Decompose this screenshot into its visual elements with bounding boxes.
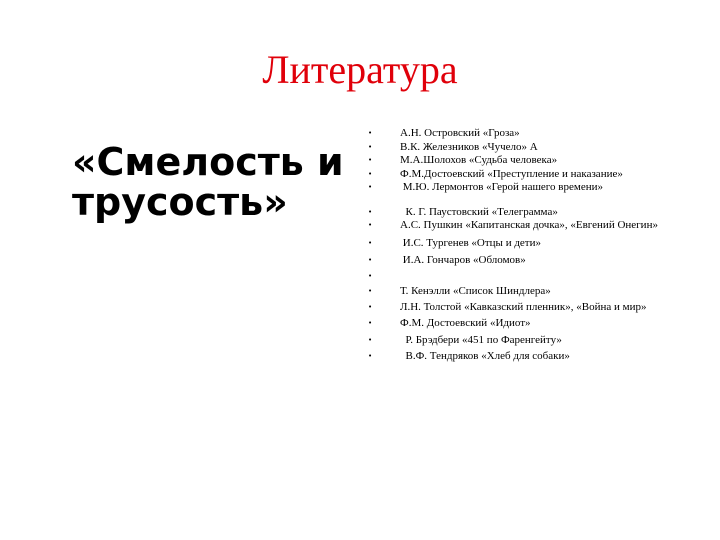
- list-item-text: И.А. Гончаров «Обломов»: [400, 254, 526, 266]
- list-item: [368, 237, 668, 251]
- list-item: [368, 141, 668, 155]
- bullet-icon: •: [368, 238, 373, 247]
- list-item-text: В.Ф. Тендряков «Хлеб для собаки»: [400, 350, 570, 362]
- slide-subtitle: [72, 142, 362, 222]
- bullet-icon: •: [368, 271, 373, 280]
- bullet-icon: •: [368, 142, 373, 151]
- list-item: [368, 317, 668, 331]
- list-item: [368, 154, 668, 168]
- bullet-icon: •: [368, 207, 373, 216]
- subtitle-line-2: трусость»: [72, 180, 288, 224]
- list-item-text: Ф.М.Достоевский «Преступление и наказание»: [400, 167, 623, 180]
- list-item-text: Л.Н. Толстой «Кавказский пленник», «Война и мир»: [400, 300, 647, 313]
- list-item-text: М.А.Шолохов «Судьба человека»: [400, 154, 558, 166]
- list-item-text: М.Ю. Лермонтов «Герой нашего времени»: [400, 181, 603, 193]
- list-item-text: А.С. Пушкин «Капитанская дочка», «Евгений Онегин»: [400, 219, 658, 231]
- bullet-icon: •: [368, 221, 373, 229]
- list-item-text: В.К. Железников «Чучело» А: [400, 140, 538, 153]
- list-item-text: К. Г. Паустовский «Телеграмма»: [400, 205, 558, 218]
- list-item: [368, 206, 668, 220]
- bullet-icon: •: [368, 256, 373, 264]
- bullet-icon: •: [368, 302, 373, 311]
- list-item: [368, 181, 668, 195]
- list-item: [368, 219, 668, 233]
- bullet-icon: •: [368, 129, 373, 137]
- bullet-icon: •: [368, 287, 373, 295]
- bullet-icon: •: [368, 335, 373, 344]
- bullet-icon: •: [368, 352, 373, 360]
- list-item: [368, 301, 668, 315]
- subtitle-line-1: «Смелость и: [72, 140, 344, 184]
- list-item: [368, 270, 668, 284]
- list-item: [368, 334, 668, 348]
- list-item-text: Р. Брэдбери «451 по Фаренгейту»: [400, 333, 562, 346]
- bullet-icon: •: [368, 319, 373, 327]
- list-item-text: И.С. Тургенев «Отцы и дети»: [400, 236, 542, 249]
- literature-list: [368, 127, 668, 364]
- bullet-icon: •: [368, 156, 373, 164]
- list-item: [368, 285, 668, 299]
- list-item-text: Ф.М. Достоевский «Идиот»: [400, 317, 531, 329]
- list-item-text: Т. Кенэлли «Список Шиндлера»: [400, 285, 551, 297]
- bullet-icon: •: [368, 169, 373, 178]
- list-item: [368, 350, 668, 364]
- list-item: [368, 254, 668, 268]
- list-item: [368, 168, 668, 182]
- list-item-text: А.Н. Островский «Гроза»: [400, 127, 520, 139]
- slide-title: Литература: [262, 47, 458, 92]
- list-item: [368, 127, 668, 141]
- bullet-icon: •: [368, 183, 373, 191]
